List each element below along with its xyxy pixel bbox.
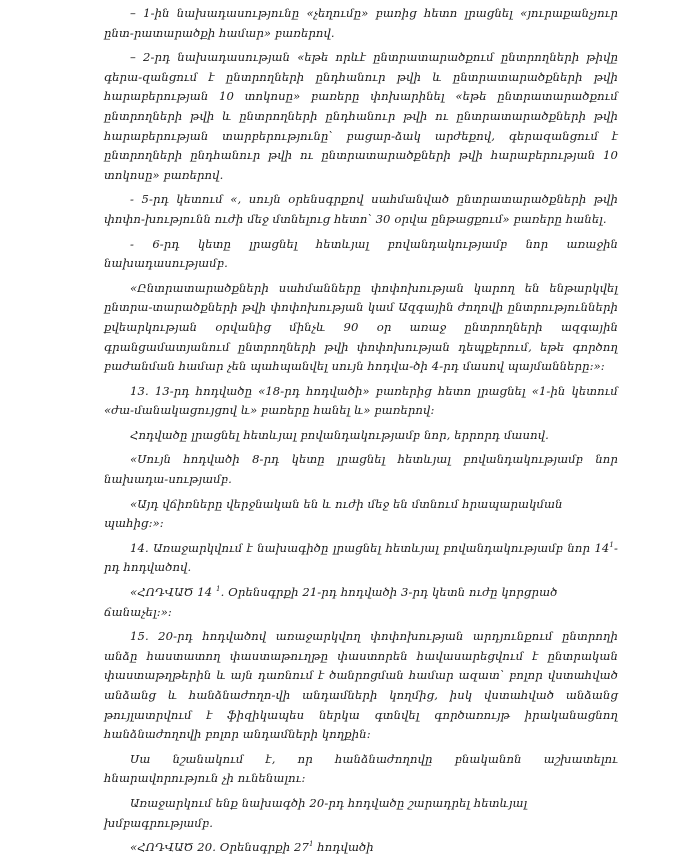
paragraph-1: – 1-ին նախադասությունը «չեղումը» բառից հետո լրացնել «յուրաքանչյուր ընտ-րատարածքի համար» բառերով. xyxy=(104,6,618,40)
paragraph-4: - 6-րդ կետը լրացնել հետևյալ բովանդակությամբ նոր առաջին նախադասությամբ. xyxy=(104,236,618,271)
paragraph-12: 15. 20-րդ հոդվածով առաջարկվող փոփոխության արդյունքում ընտրողի անձը հաստատող փաստաթուղթը փաստորեն հավասարեցվում է ընտրական փաստաթղթերին և այն դառնում է ծանրոցման համար ազատ՝ բոլոր վստահված անձանց և հանձնաժողո-վի անդամների կողմից, իսկ վստահված անձանց թույլատրվում է ֆիզիկապես ներկա գտնվել գործառույթ իրականացնող հանձնաժողովի բոլոր անդամների կողքին: xyxy=(104,629,618,742)
paragraph-2: – 2-րդ նախադասության «եթե որևէ ընտրատարածքում ընտրողների թիվը գերա-զանցում է ընտրողների ընդհանուր թվի և ընտրատարածքների թվի հարաբերության 10 տոկոսը» բառերը փոխարինել «եթե ընտրատարածքում ընտրողների թվի և ընտրողների ընդհանուր թվի ու ընտրատարածքների թվի հարաբերության տարբերությունը՝ բացար-ձակ արժեքով, գերազանցում է ընտրողների ընդհանուր թվի ու ընտրատարածքների թվի հարաբերության 10 տոկոսը» բառերով. xyxy=(104,50,618,182)
paragraph-8: «Սույն հոդվածի 8-րդ կետը լրացնել հետևյալ բովանդակությամբ նոր նախադա-սությամբ. xyxy=(104,452,618,487)
paragraph-15: «ՀՈԴՎԱԾ 20. Օրենսգրքի $27^1$ հոդվածի xyxy=(130,840,374,855)
paragraph-13: Սա նշանակում է, որ հանձնաժողովը բնականոն աշխատելու հնարավորություն չի ունենալու: xyxy=(104,751,618,786)
paragraph-6: 13. 13-րդ հոդվածը «18-րդ հոդվածի» բառերից հետո լրացնել «1-ին կետում «ժա-մանակացույցով և» բառերը հանել և» բառերով: xyxy=(104,383,618,418)
paragraph-9: «Այդ վճիռները վերջնական են և ուժի մեջ են մտնում հրապարակման պահից:»: xyxy=(104,496,563,531)
paragraph-5: «Ընտրատարածքների սահմանները փոփոխության կարող են ենթարկվել ընտրա-տարածքների թվի փոփոխության կամ Ազգային ժողովի ընտրությունների քվեարկության օրվանից մինչև 90 օր առաջ ընտրողների ազգային գրանցամատյանում ընտրողների թվի փոփոխության դեպքերում, եթե գործող բաժանման համար չեն պահպանվել սույն հոդվա-ծի 4-րդ մասով պայմանները:»: xyxy=(104,280,618,374)
paragraph-11: «ՀՈԴՎԱԾ 14 $^1$. Օրենսգրքի 21-րդ հոդվածի 3-րդ կետն ուժը կորցրած ճանաչել:»: xyxy=(104,585,558,619)
paragraph-14: Առաջարկում ենք նախագծի 20-րդ հոդվածը շարադրել հետևյալ խմբագրությամբ. xyxy=(104,795,528,830)
paragraph-7: Հոդվածը լրացնել հետևյալ բովանդակությամբ նոր, երրորդ մասով. xyxy=(130,427,549,442)
paragraph-10: 14. Առաջարկվում է նախագիծը լրացնել հետևյալ բովանդակությամբ նոր $14^1-րդ$ հոդվածով. xyxy=(104,540,618,575)
paragraph-3: - 5-րդ կետում «, սույն օրենսգրքով սահմանված ընտրատարածքների թվի փոփո-խությունն ուժի մեջ մտնելուց հետո՝ 30 օրվա ընթացքում» բառերը հանել. xyxy=(104,192,618,226)
document-body xyxy=(104,4,618,863)
